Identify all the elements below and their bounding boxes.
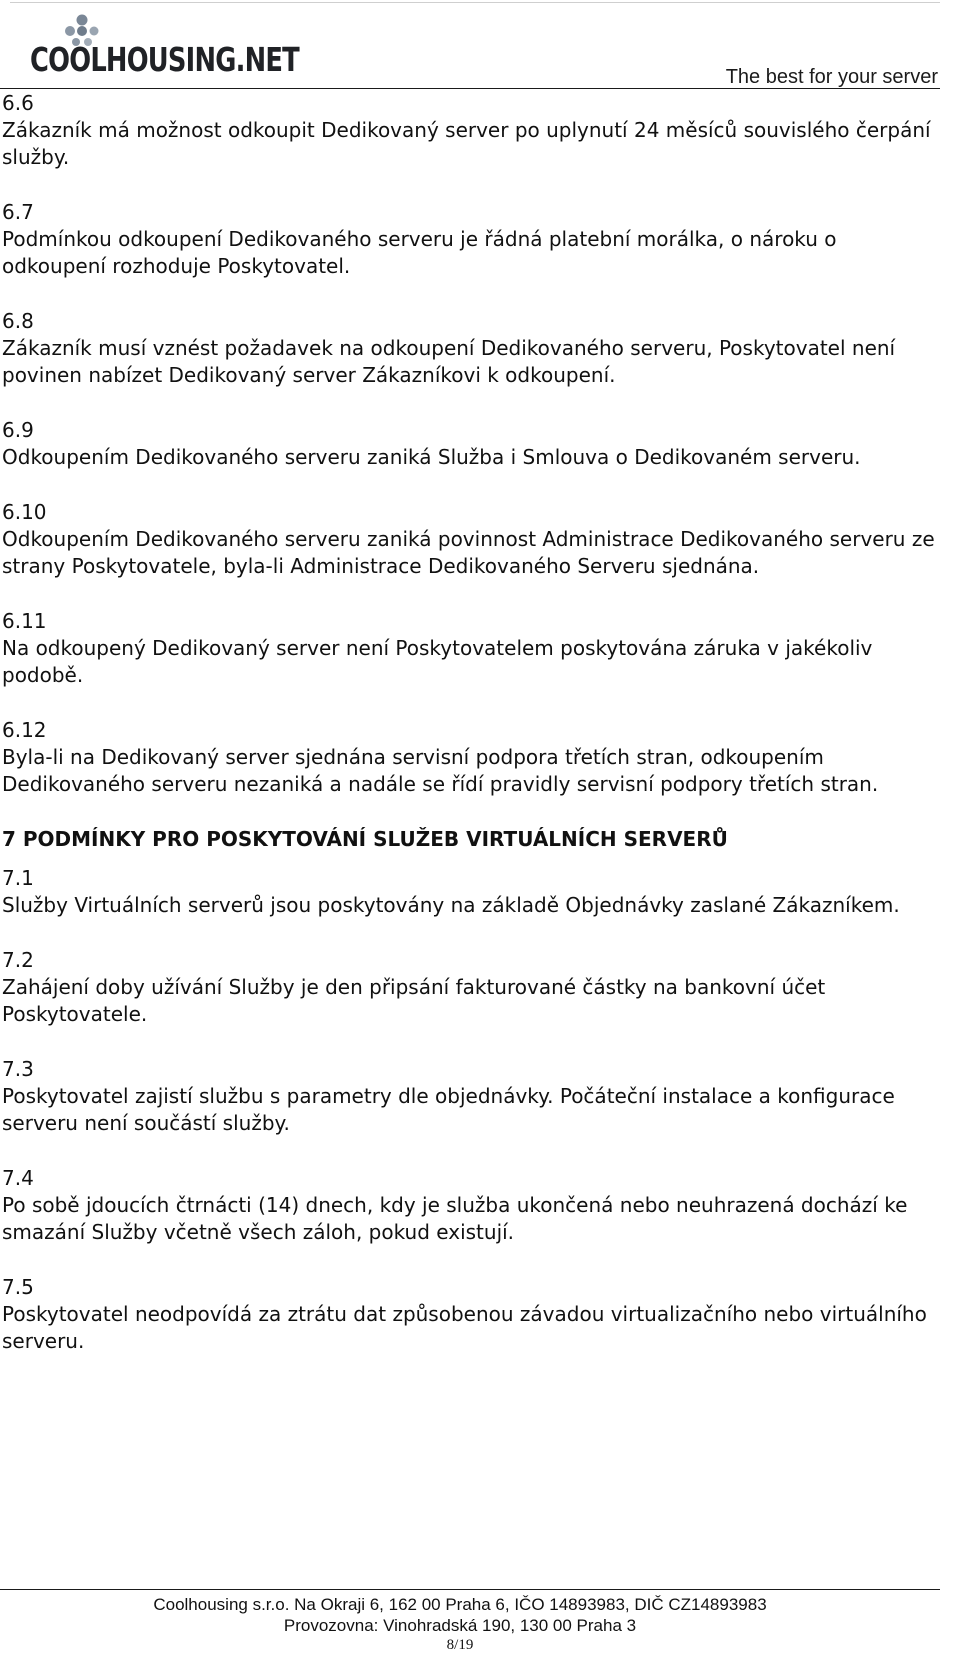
clause-number: 7.5 — [2, 1275, 34, 1299]
clause-text: Podmínkou odkoupení Dedikovaného serveru je řádná platební morálka, o nároku o odkoupení rozhoduje Poskytovatel. — [2, 227, 837, 278]
clause-6-11 — [2, 608, 942, 689]
clause-7-3 — [2, 1056, 942, 1137]
clause-number: 7.3 — [2, 1057, 34, 1081]
logo-text: COOLHOUSING.NET — [30, 40, 299, 79]
clause-text: Poskytovatel neodpovídá za ztrátu dat způsobenou závadou virtualizačního nebo virtuálního serveru. — [2, 1302, 927, 1353]
footer-address-line: Provozovna: Vinohradská 190, 130 00 Praha 3 — [283, 1616, 637, 1635]
clause-6-8 — [2, 308, 942, 389]
clause-6-6 — [2, 90, 942, 171]
footer-company-line: Coolhousing s.r.o. Na Okraji 6, 162 00 Praha 6, IČO 14893983, DIČ CZ14893983 — [153, 1595, 767, 1614]
coolhousing-logo — [30, 14, 299, 82]
page-footer — [0, 1594, 920, 1654]
clause-7-4 — [2, 1165, 942, 1246]
clause-7-2 — [2, 947, 942, 1028]
clause-text: Na odkoupený Dedikovaný server není Poskytovatelem poskytována záruka v jakékoliv podobě. — [2, 636, 873, 687]
clause-number: 6.6 — [2, 91, 34, 115]
document-body — [2, 90, 942, 1383]
clause-6-9 — [2, 417, 942, 471]
clause-6-12 — [2, 717, 942, 798]
clause-text: Zákazník musí vznést požadavek na odkoupení Dedikovaného serveru, Poskytovatel není povinen nabízet Dedikovaný server Zákazníkovi k odkoupení. — [2, 336, 896, 387]
clause-text: Zákazník má možnost odkoupit Dedikovaný server po uplynutí 24 měsíců souvislého čerpání služby. — [2, 118, 931, 169]
page-number: 8/19 — [446, 1637, 474, 1653]
clause-number: 6.8 — [2, 309, 34, 333]
clause-number: 7.2 — [2, 948, 34, 972]
header-rule — [0, 88, 940, 89]
clause-number: 6.9 — [2, 418, 34, 442]
clause-text: Byla-li na Dedikovaný server sjednána servisní podpora třetích stran, odkoupením Dedikovaného serveru nezaniká a nadále se řídí pravidly servisní podpory třetích stran. — [2, 745, 879, 796]
clause-text: Odkoupením Dedikovaného serveru zaniká Služba i Smlouva o Dedikovaném serveru. — [2, 445, 861, 469]
clause-7-1 — [2, 865, 942, 919]
clause-number: 7.1 — [2, 866, 34, 890]
clause-number: 6.12 — [2, 718, 47, 742]
clause-text: Poskytovatel zajistí službu s parametry dle objednávky. Počáteční instalace a konfigurace serveru není součástí služby. — [2, 1084, 895, 1135]
clause-number: 6.11 — [2, 609, 47, 633]
clause-number: 7.4 — [2, 1166, 34, 1190]
clause-6-10 — [2, 499, 942, 580]
section-7-heading: 7 PODMÍNKY PRO POSKYTOVÁNÍ SLUŽEB VIRTUÁLNÍCH SERVERŮ — [2, 827, 728, 851]
clause-number: 6.10 — [2, 500, 47, 524]
header-tagline: The best for your server — [725, 66, 938, 88]
clause-number: 6.7 — [2, 200, 34, 224]
clause-6-7 — [2, 199, 942, 280]
clause-7-5 — [2, 1274, 942, 1355]
header-top-line — [10, 2, 940, 3]
clause-text: Odkoupením Dedikovaného serveru zaniká povinnost Administrace Dedikovaného serveru ze strany Poskytovatele, byla-li Administrace Dedikovaného Serveru sjednána. — [2, 527, 935, 578]
clause-text: Po sobě jdoucích čtrnácti (14) dnech, kdy je služba ukončená nebo neuhrazená dochází ke smazání Služby včetně všech záloh, pokud existují. — [2, 1193, 908, 1244]
page-header — [0, 0, 960, 90]
clause-text: Zahájení doby užívání Služby je den připsání fakturované částky na bankovní účet Poskytovatele. — [2, 975, 826, 1026]
footer-rule — [0, 1589, 940, 1590]
clause-text: Služby Virtuálních serverů jsou poskytovány na základě Objednávky zaslané Zákazníkem. — [2, 893, 900, 917]
